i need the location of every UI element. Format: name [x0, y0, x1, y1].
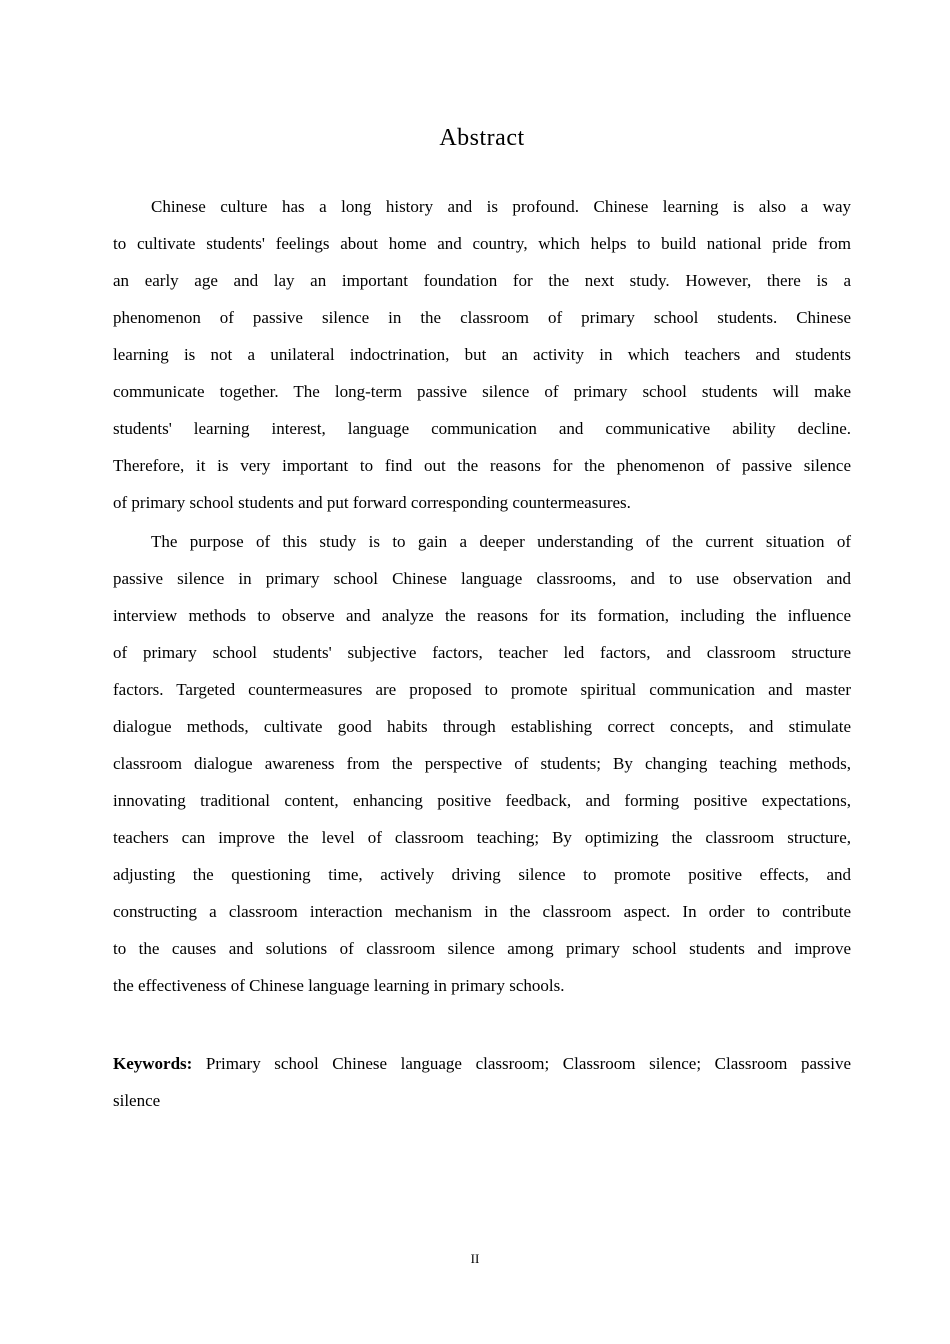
keywords-label: Keywords: [113, 1054, 193, 1073]
text-line: dialogue methods, cultivate good habits through establishing correct concepts, and stimulate [113, 717, 851, 736]
page-content [113, 0, 851, 1119]
page-number: II [470, 1251, 480, 1266]
text-line: of primary school students' subjective factors, teacher led factors, and classroom structure [113, 643, 851, 662]
text-line: adjusting the questioning time, actively driving silence to promote positive effects, and [113, 865, 851, 884]
keywords-line-2: silence [113, 1091, 161, 1110]
page-title: Abstract [439, 125, 525, 151]
abstract-paragraph-1 [113, 188, 851, 521]
text-line: innovating traditional content, enhancing positive feedback, and forming positive expectations, [113, 791, 851, 810]
text-line: to cultivate students' feelings about home and country, which helps to build national pride from [113, 234, 851, 253]
text-line: passive silence in primary school Chinese language classrooms, and to use observation and [113, 569, 851, 588]
text-line: students' learning interest, language communication and communicative ability decline. [113, 419, 851, 438]
text-line: teachers can improve the level of classroom teaching; By optimizing the classroom structure, [113, 828, 851, 847]
text-line: factors. Targeted countermeasures are proposed to promote spiritual communication and master [113, 680, 851, 699]
text-line: of primary school students and put forward corresponding countermeasures. [113, 493, 631, 512]
keywords-text: Primary school Chinese language classroom; Classroom silence; Classroom passive [205, 1054, 851, 1073]
text-line: Chinese culture has a long history and is profound. Chinese learning is also a way [151, 197, 851, 216]
text-line: an early age and lay an important foundation for the next study. However, there is a [113, 271, 851, 290]
text-line: the effectiveness of Chinese language learning in primary schools. [113, 976, 565, 995]
keywords-section [113, 1045, 851, 1119]
text-line: communicate together. The long-term passive silence of primary school students will make [113, 382, 851, 401]
keywords-line-1 [113, 1045, 851, 1082]
text-line: Therefore, it is very important to find out the reasons for the phenomenon of passive silence [113, 456, 851, 475]
abstract-paragraph-2 [113, 523, 851, 1004]
text-line: phenomenon of passive silence in the classroom of primary school students. Chinese [113, 308, 851, 327]
text-line: classroom dialogue awareness from the perspective of students; By changing teaching methods, [113, 754, 851, 773]
text-line: The purpose of this study is to gain a deeper understanding of the current situation of [151, 532, 851, 551]
text-line: interview methods to observe and analyze the reasons for its formation, including the influence [113, 606, 851, 625]
text-line: learning is not a unilateral indoctrination, but an activity in which teachers and students [113, 345, 851, 364]
text-line: constructing a classroom interaction mechanism in the classroom aspect. In order to contribute [113, 902, 851, 921]
text-line: to the causes and solutions of classroom silence among primary school students and improve [113, 939, 851, 958]
